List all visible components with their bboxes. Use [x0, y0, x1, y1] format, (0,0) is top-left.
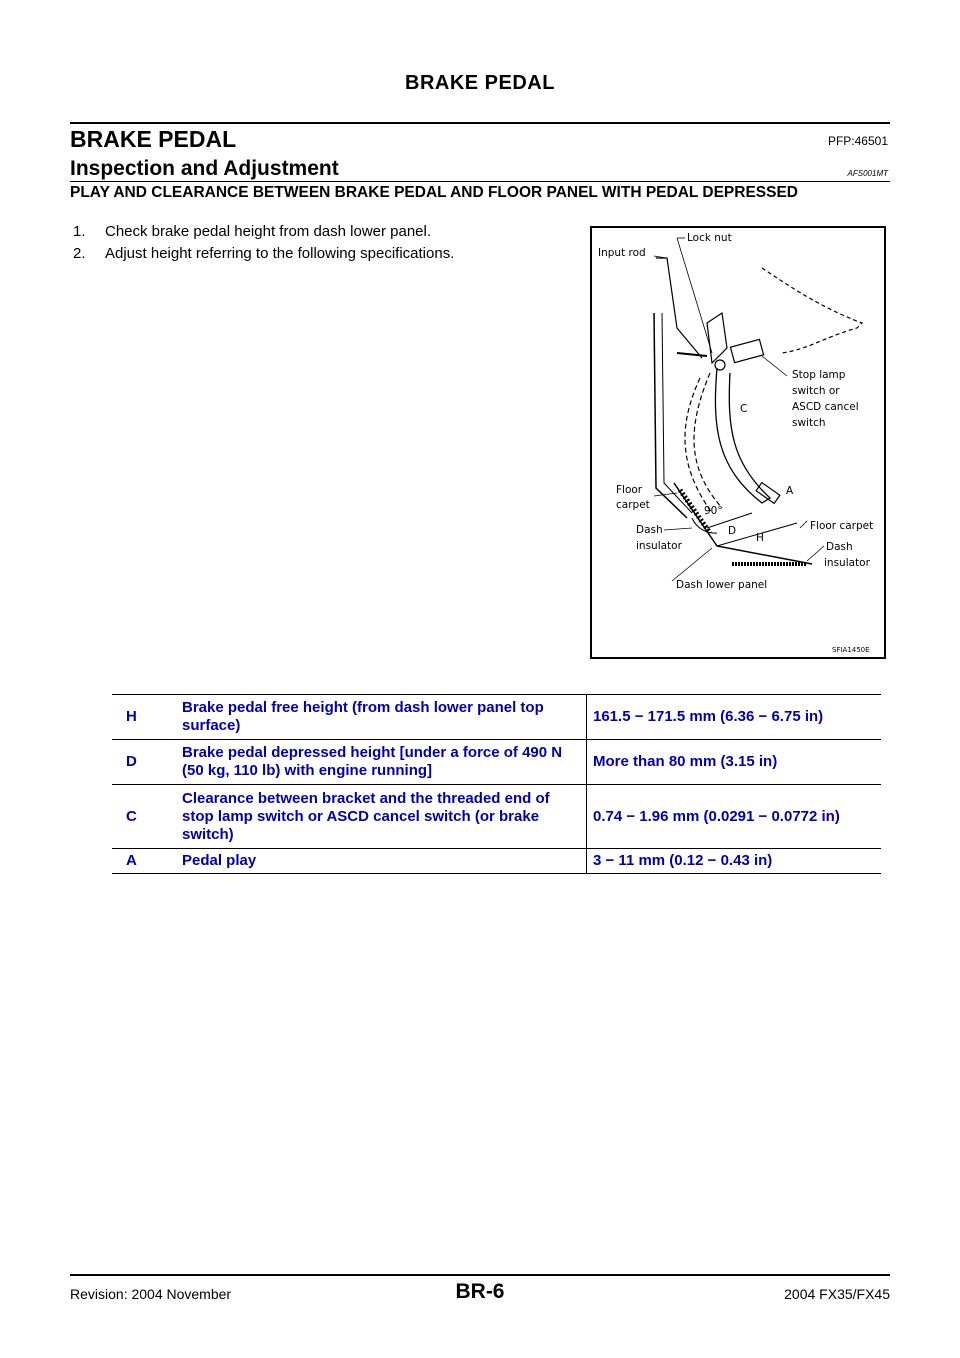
table-row — [112, 740, 881, 785]
spec-description: Brake pedal free height (from dash lower panel top surface) — [178, 695, 587, 740]
spec-value: More than 80 mm (3.15 in) — [587, 740, 882, 785]
figure-id: SFIA1450E — [832, 646, 870, 654]
label-input-rod: Input rod — [598, 247, 646, 259]
procedure-steps — [70, 223, 454, 267]
label-floor-carpet-right: Floor carpet — [810, 520, 874, 532]
spec-value: 0.74 − 1.96 mm (0.0291 − 0.0772 in) — [587, 785, 882, 849]
label-dash-insulator-left-2: insulator — [636, 540, 682, 552]
step-number: 1. — [73, 223, 86, 240]
spec-key: A — [112, 849, 178, 874]
footer-revision: Revision: 2004 November — [70, 1286, 232, 1302]
label-stop-lamp-1: Stop lamp — [792, 369, 846, 381]
footer-model: 2004 FX35/FX45 — [784, 1286, 890, 1302]
spec-description: Pedal play — [178, 849, 587, 874]
step-text: Adjust height referring to the following specifications. — [105, 245, 455, 262]
subsection-title: Inspection and Adjustment — [70, 157, 339, 180]
label-stop-lamp-4: switch — [792, 417, 826, 429]
label-c: C — [740, 403, 748, 415]
label-h: H — [756, 532, 764, 544]
spec-value: 161.5 − 171.5 mm (6.36 − 6.75 in) — [587, 695, 882, 740]
spec-key: H — [112, 695, 178, 740]
table-row — [112, 849, 881, 874]
procedure-heading: PLAY AND CLEARANCE BETWEEN BRAKE PEDAL AND FLOOR PANEL WITH PEDAL DEPRESSED — [70, 184, 798, 201]
label-dash-insulator-left-1: Dash — [636, 524, 663, 536]
spec-key: D — [112, 740, 178, 785]
spec-description: Brake pedal depressed height [under a force of 490 N (50 kg, 110 lb) with engine running] — [178, 740, 587, 785]
part-number: PFP:46501 — [827, 134, 888, 148]
table-row — [112, 695, 881, 740]
step-number: 2. — [73, 245, 86, 262]
label-stop-lamp-2: switch or — [792, 385, 840, 397]
spec-description: Clearance between bracket and the threaded end of stop lamp switch or ASCD cancel switch (or brake switch) — [178, 785, 587, 849]
subsection-rule — [70, 181, 890, 182]
label-dash-insulator-right-1: Dash — [826, 541, 853, 553]
brake-pedal-diagram — [590, 226, 886, 659]
table-row — [112, 785, 881, 849]
label-d: D — [728, 525, 737, 537]
label-dash-insulator-right-2: insulator — [824, 557, 870, 569]
footer-page-number: BR-6 — [455, 1280, 505, 1303]
specification-table — [112, 694, 881, 874]
label-angle: 90° — [704, 505, 723, 517]
step-item — [70, 245, 454, 262]
header-rule — [70, 122, 890, 124]
running-header-title: BRAKE PEDAL — [405, 72, 555, 94]
label-stop-lamp-3: ASCD cancel — [792, 401, 859, 413]
step-text: Check brake pedal height from dash lower panel. — [105, 223, 432, 240]
document-code: AFS001MT — [847, 169, 888, 178]
spec-key: C — [112, 785, 178, 849]
section-title: BRAKE PEDAL — [70, 126, 237, 152]
label-floor-carpet-left-1: Floor — [616, 484, 643, 496]
step-item — [70, 223, 454, 240]
label-dash-lower-panel: Dash lower panel — [676, 579, 768, 591]
label-a: A — [786, 485, 794, 497]
spec-value: 3 − 11 mm (0.12 − 0.43 in) — [587, 849, 882, 874]
label-floor-carpet-left-2: carpet — [616, 499, 650, 511]
brake-pedal-illustration — [592, 228, 884, 657]
footer-rule — [70, 1274, 890, 1276]
label-lock-nut: Lock nut — [687, 232, 732, 244]
